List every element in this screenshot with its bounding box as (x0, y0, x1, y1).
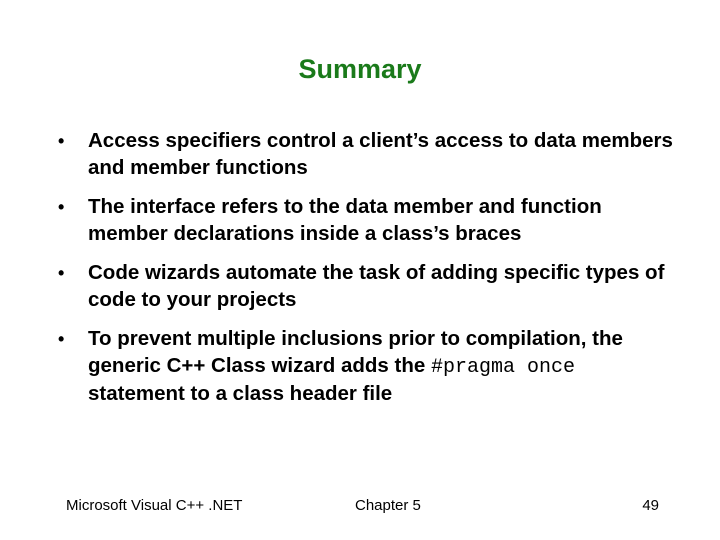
bullet-item (56, 194, 676, 247)
bullet-item (56, 260, 676, 313)
bullet-text: The interface refers to the data member and function member declarations inside a class’s braces (88, 195, 602, 245)
bullet-dot-icon: • (58, 263, 65, 283)
bullet-text-after-code: statement to a class header file (88, 382, 393, 405)
footer-page-number: 49 (642, 497, 659, 514)
bullet-dot-icon: • (58, 197, 65, 217)
footer-chapter: Chapter 5 (355, 497, 421, 514)
slide-title (0, 52, 720, 86)
footer-course-title: Microsoft Visual C++ .NET (66, 497, 243, 514)
code-snippet: #pragma once (430, 355, 575, 379)
bullet-item (56, 128, 676, 181)
bullet-text-before-code: To prevent multiple inclusions prior to compilation, the generic C++ Class wizard adds the (88, 327, 623, 377)
bullet-text: Access specifiers control a client’s access to data members and member functions (88, 129, 673, 179)
bullet-list (56, 128, 676, 421)
bullet-dot-icon: • (58, 131, 65, 151)
bullet-dot-icon: • (58, 329, 65, 349)
slide-title-text: Summary (298, 54, 422, 84)
bullet-text: Code wizards automate the task of adding specific types of code to your projects (88, 261, 665, 311)
bullet-item (56, 326, 676, 408)
